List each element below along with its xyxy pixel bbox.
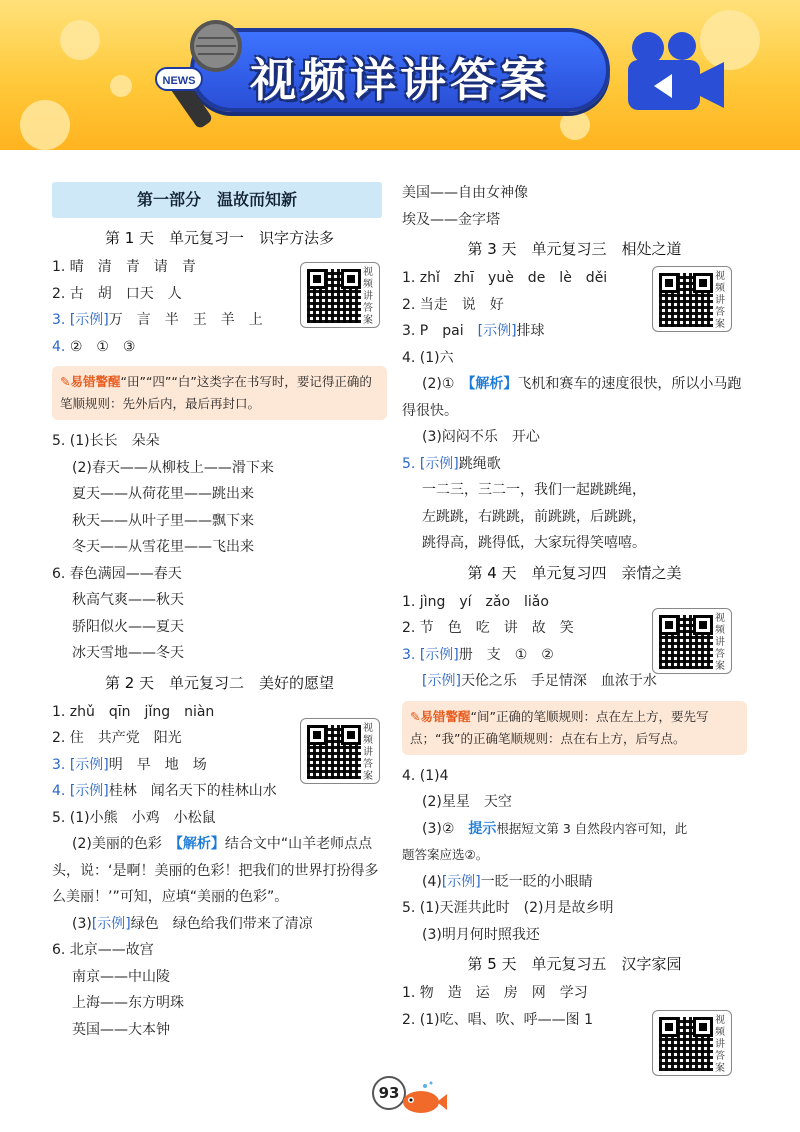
qr-code[interactable]	[300, 718, 380, 784]
fish-icon	[395, 1080, 447, 1118]
answer-line: (4)[示例]一眨一眨的小眼睛	[422, 873, 593, 890]
page-number: 93	[372, 1076, 406, 1110]
answer-line: 5. (1)小熊 小鸡 小松鼠	[52, 809, 216, 826]
part-title: 第一部分 温故而知新	[52, 182, 382, 218]
answer-line: 埃及——金字塔	[402, 211, 500, 228]
answer-line: 2. 节 色 吃 讲 故 笑	[402, 620, 574, 636]
qr-code-image	[659, 273, 713, 327]
hint-label: 提示	[468, 820, 497, 837]
banner-title: 视频详讲答案	[250, 53, 550, 107]
answer-line: 上海——东方明珠	[72, 995, 184, 1011]
answer-line: 3. [示例]明 早 地 场	[52, 756, 207, 773]
answer-line: (3)闷闷不乐 开心	[422, 429, 540, 445]
news-label: NEWS	[162, 75, 196, 87]
qr-code[interactable]	[652, 266, 732, 332]
day3-title: 第 3 天 单元复习三 相处之道	[467, 240, 682, 258]
answer-line: (3)[示例]绿色 绿色给我们带来了清凉	[72, 915, 313, 932]
answer-line: (2)美丽的色彩 【解析】结合文中“山羊老师点点	[72, 836, 373, 852]
answer-line: 冬天——从雪花里——飞出来	[72, 539, 254, 555]
qr-code[interactable]	[300, 262, 380, 328]
answer-line: (2)① 【解析】飞机和赛车的速度很快，所以小马跑	[422, 376, 742, 392]
qr-label: 视频讲答案	[715, 613, 725, 672]
answer-line: 2. 古 胡 口天 人	[52, 285, 182, 302]
answer-line: 3. P pai [示例]排球	[402, 323, 545, 339]
decor-dot	[110, 75, 132, 97]
qr-code-image	[659, 615, 713, 669]
answer-line: 一二三，三二一，我们一起跳跳绳，	[422, 482, 646, 498]
answer-line: 南京——中山陵	[72, 968, 170, 985]
answer-line: 2. 当走 说 好	[402, 296, 504, 313]
day1-title: 第 1 天 单元复习一 识字方法多	[104, 229, 335, 247]
answer-line: 得很快。	[402, 402, 458, 419]
answer-line: (2)星星 天空	[422, 794, 512, 810]
decor-dot	[560, 110, 590, 140]
answer-line: 1. zhǐ zhī yuè de lè děi	[402, 270, 608, 286]
answer-line: 骄阳似火——夏天	[72, 618, 184, 635]
answer-line: 秋高气爽——秋天	[72, 592, 184, 608]
answer-line: (2)春天——从柳枝上——滑下来	[72, 459, 274, 476]
answer-line: 么美丽！’”可知，应填“美丽的色彩”。	[52, 889, 289, 905]
answer-line: 1. 晴 清 青 请 青	[52, 259, 196, 275]
tip-box: ✎易错警醒“间”正确的笔顺规则：点在左上方，要先写点；“我”的正确笔顺规则：点在右上方，后写点。	[402, 701, 747, 755]
answer-line: 秋天——从叶子里——飘下来	[72, 512, 254, 529]
answer-line: 4. (1)六	[402, 349, 454, 366]
answer-line: 跳得高，跳得低，大家玩得笑嘻嘻。	[422, 535, 646, 551]
day2-title: 第 2 天 单元复习二 美好的愿望	[104, 673, 335, 692]
answer-line: 3. [示例]万 言 半 王 羊 上	[52, 312, 263, 328]
qr-code[interactable]	[652, 1010, 732, 1076]
answer-line: 2. 住 共产党 阳光	[52, 730, 182, 746]
answer-line: 1. jìng yí zǎo liǎo	[402, 593, 549, 610]
answer-line: 6. 北京——故宫	[52, 942, 154, 958]
day4-title: 第 4 天 单元复习四 亲情之美	[467, 563, 682, 582]
qr-label: 视频讲答案	[363, 267, 373, 326]
answer-line: 题答案应选②。	[402, 847, 489, 862]
qr-label: 视频讲答案	[363, 723, 373, 782]
day5-title: 第 5 天 单元复习五 汉字家园	[467, 955, 682, 973]
video-camera-icon	[620, 28, 730, 118]
answer-line: 左跳跳，右跳跳，前跳跳，后跳跳，	[422, 508, 646, 525]
answer-line: 5. (1)长长 朵朵	[52, 433, 160, 449]
answer-line: 4. ② ① ③	[52, 338, 136, 355]
qr-label: 视频讲答案	[715, 271, 725, 330]
answer-line: 2. (1)吃、唱、吹、呼——图 1	[402, 1011, 593, 1028]
answer-line: 4. [示例]桂林 闻名天下的桂林山水	[52, 783, 277, 799]
qr-label: 视频讲答案	[715, 1015, 725, 1074]
qr-code-image	[307, 269, 361, 323]
answer-line: 4. (1)4	[402, 767, 449, 784]
answer-line: 1. 物 造 运 房 网 学习	[402, 985, 588, 1001]
answer-line: 夏天——从荷花里——跳出来	[72, 486, 254, 502]
answer-line: 3. [示例]册 支 ① ②	[402, 646, 554, 663]
answer-line: [示例]天伦之乐 手足情深 血浓于水	[422, 673, 657, 689]
answer-line: 5. [示例]跳绳歌	[402, 455, 501, 472]
decor-dot	[60, 20, 100, 60]
decor-dot	[20, 100, 70, 150]
answer-line: 头，说：‘是啊！美丽的色彩！把我们的世界打扮得多	[52, 862, 379, 879]
answer-line: 5. (1)天涯共此时 (2)月是故乡明	[402, 900, 614, 916]
qr-code-image	[307, 725, 361, 779]
tip-box: ✎易错警醒“田”“四”“白”这类字在书写时，要记得正确的笔顺规则：先外后内，最后再封口。	[52, 366, 387, 420]
qr-code-image	[659, 1017, 713, 1071]
qr-code[interactable]	[652, 608, 732, 674]
answer-line: 1. zhǔ qīn jǐng niàn	[52, 703, 215, 720]
header-banner	[0, 0, 800, 150]
answer-line: 美国——自由女神像	[402, 185, 528, 201]
pencil-icon: ✎	[60, 374, 71, 389]
answer-line: 英国——大本钟	[72, 1021, 170, 1038]
microphone-icon	[150, 8, 290, 138]
pencil-icon: ✎	[410, 708, 421, 724]
answer-line: 6. 春色满园——春天	[52, 565, 182, 582]
answer-line: 冰天雪地——冬天	[72, 645, 184, 661]
answer-line: (3)明月何时照我还	[422, 926, 540, 943]
answer-line: (3)② 提示根据短文第 3 自然段内容可知，此	[422, 820, 688, 837]
